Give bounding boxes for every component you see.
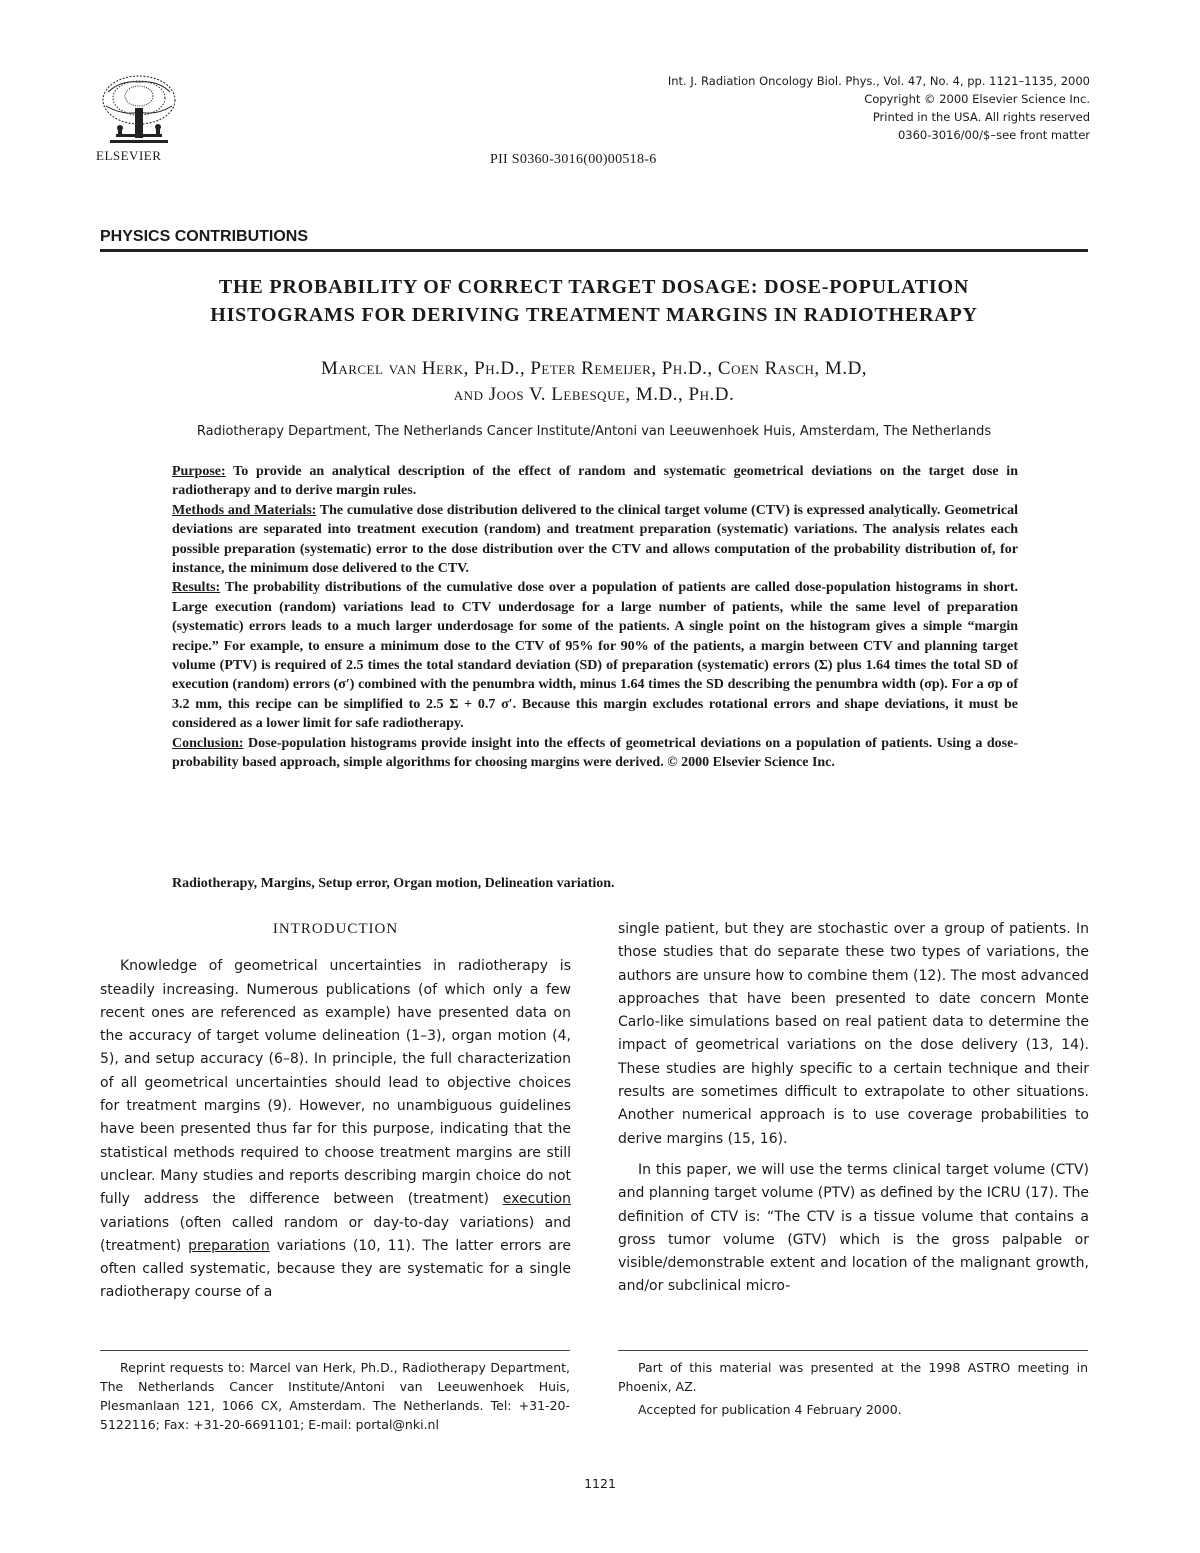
body-paragraph bbox=[100, 955, 571, 1304]
body-column-left bbox=[100, 918, 571, 1305]
footnote-divider bbox=[100, 1350, 570, 1351]
introduction-heading: INTRODUCTION bbox=[272, 921, 399, 937]
text-run: variations (10, 11). The latter errors are often called systematic, because they are systematic for a single radiotherapy course of a bbox=[100, 1237, 571, 1301]
journal-info bbox=[668, 72, 1090, 144]
methods-text: The cumulative dose distribution delivered to the clinical target volume (CTV) is expressed analytically. Geometrical deviations are separated into treatment execution (random) and treatment preparation (systematic) variations. The analysis relates each possible preparation (systematic) error to the dose distribution over the CTV and allows computation of the probability distribution of, for instance, the minimum dose delivered to the CTV. bbox=[172, 502, 1018, 577]
footnote-reprint bbox=[100, 1358, 570, 1434]
affiliation: Radiotherapy Department, The Netherlands Cancer Institute/Antoni van Leeuwenhoek Huis, Amsterdam, The Netherlands bbox=[196, 424, 992, 439]
page-number: 1121 bbox=[584, 1476, 616, 1491]
journal-citation: Int. J. Radiation Oncology Biol. Phys., Vol. 47, No. 4, pp. 1121–1135, 2000 bbox=[667, 74, 1090, 88]
results-label: Results: bbox=[172, 580, 221, 596]
abstract-purpose bbox=[172, 462, 1018, 501]
underlined-term: preparation bbox=[188, 1237, 270, 1254]
title-line: THE PROBABILITY OF CORRECT TARGET DOSAGE: DOSE-POPULATION bbox=[218, 276, 970, 298]
pii-identifier: PII S0360-3016(00)00518-6 bbox=[490, 152, 657, 167]
footnote-divider bbox=[618, 1350, 1088, 1351]
body-column-right bbox=[618, 918, 1089, 1299]
accepted-note: Accepted for publication 4 February 2000. bbox=[638, 1402, 902, 1417]
elsevier-logo bbox=[96, 72, 182, 164]
conclusion-label: Conclusion: bbox=[172, 735, 244, 751]
purpose-text: To provide an analytical description of the effect of random and systematic geometrical deviations on the target dose in radiotherapy and to derive margin rules. bbox=[172, 464, 1018, 499]
text-run: Knowledge of geometrical uncertainties in radiotherapy is steadily increasing. Numerous publications (of which only a few recent ones are referenced as example) have presented data on the accuracy of target volume delineation (1–3), organ motion (4, 5), and setup accuracy (6–8). In principle, the full characterization of all geometrical uncertainties should lead to objective choices for treatment margins (9). However, no unambiguous guidelines have been presented thus far for this purpose, indicating that the statistical methods required to choose treatment margins are still unclear. Many studies and reports describing margin choice do not fully address the difference between (treatment) bbox=[100, 958, 571, 1208]
authors-line: and Joos V. Lebesque, M.D., Ph.D. bbox=[453, 384, 735, 405]
underlined-term: execution bbox=[502, 1191, 571, 1208]
purpose-label: Purpose: bbox=[172, 464, 226, 479]
author-list bbox=[100, 356, 1088, 408]
section-heading: PHYSICS CONTRIBUTIONS bbox=[100, 228, 309, 245]
results-text: The probability distributions of the cumulative dose over a population of patients are called dose-population histograms in short. Large execution (random) variations lead to CTV underdosage for a large number of patients, while the same level of preparation (systematic) errors leads to a much larger underdosage for some of the patients. A single point on the histogram gives a simple “margin recipe.” For example, to ensure a minimum dose to the CTV of 95% for 90% of the patients, a margin between CTV and planning target volume (PTV) is required of 2.5 times the total standard deviation (SD) of preparation (systematic) errors (Σ) plus 1.64 times the total SD of execution (random) errors (σ′) combined with the penumbra width, minus 1.64 times the SD describing the penumbra width (σp). For a σp of 3.2 mm, this recipe can be simplified to 2.5 Σ + 0.7 σ′. Because this margin excludes rotational errors and shape deviations, it must be considered as a lower limit for safe radiotherapy. bbox=[172, 580, 1018, 732]
methods-label: Methods and Materials: bbox=[172, 502, 317, 518]
title-line: HISTOGRAMS FOR DERIVING TREATMENT MARGINS IN RADIOTHERAPY bbox=[210, 304, 978, 326]
printed-line: Printed in the USA. All rights reserved bbox=[872, 110, 1090, 124]
conclusion-text: Dose-population histograms provide insight into the effects of geometrical deviations on a population of patients. Using a dose-probability based approach, simple algorithms for choosing margins were derived. © 2000 Elsevier Science Inc. bbox=[172, 735, 1018, 771]
copyright-line: Copyright © 2000 Elsevier Science Inc. bbox=[864, 92, 1090, 106]
keywords: Radiotherapy, Margins, Setup error, Organ motion, Delineation variation. bbox=[172, 876, 615, 891]
reprint-requests: Reprint requests to: Marcel van Herk, Ph.D., Radiotherapy Department, The Netherlands Cancer Institute/Antoni van Leeuwenhoek Huis, Plesmanlaan 121, 1066 CX, Amsterdam. The Netherlands. Tel: +31-20-5122116; Fax: +31-20-6691101; E-mail: portal@nki.nl bbox=[100, 1360, 570, 1432]
issn-line: 0360-3016/00/$–see front matter bbox=[897, 128, 1090, 142]
footnote-meeting bbox=[618, 1358, 1088, 1419]
article-title bbox=[100, 273, 1088, 329]
abstract-results bbox=[172, 578, 1018, 733]
abstract bbox=[172, 462, 1018, 773]
authors-line: Marcel van Herk, Ph.D., Peter Remeijer, Ph.D., Coen Rasch, M.D, bbox=[320, 358, 868, 379]
abstract-conclusion bbox=[172, 734, 1018, 773]
body-paragraph: single patient, but they are stochastic over a group of patients. In those studies that do separate these two types of variations, the authors are unsure how to combine them (12). The most advanced approaches that have been presented to date concern Monte Carlo-like simulations based on real patient data to determine the impact of geometrical variations on the dose delivery (13, 14). These studies are highly specific to a certain technique and their results are sometimes difficult to extrapolate to other situations. Another numerical approach is to use coverage probabilities to derive margins (15, 16). bbox=[618, 921, 1089, 1147]
meeting-note: Part of this material was presented at the 1998 ASTRO meeting in Phoenix, AZ. bbox=[618, 1360, 1088, 1394]
tree-icon bbox=[96, 72, 182, 146]
publisher-logo-text: ELSEVIER bbox=[96, 148, 162, 163]
body-paragraph: In this paper, we will use the terms clinical target volume (CTV) and planning target volume (PTV) as defined by the ICRU (17). The definition of CTV is: “The CTV is a tissue volume that contains a gross tumor volume (GTV) which is the gross palpable or visible/demonstrable extent and location of the malignant growth, and/or subclinical micro- bbox=[618, 1161, 1089, 1295]
text-run: variations (often called random or day-to-day variations) and (treatment) bbox=[100, 1214, 571, 1254]
abstract-methods bbox=[172, 501, 1018, 579]
section-divider bbox=[100, 249, 1088, 252]
